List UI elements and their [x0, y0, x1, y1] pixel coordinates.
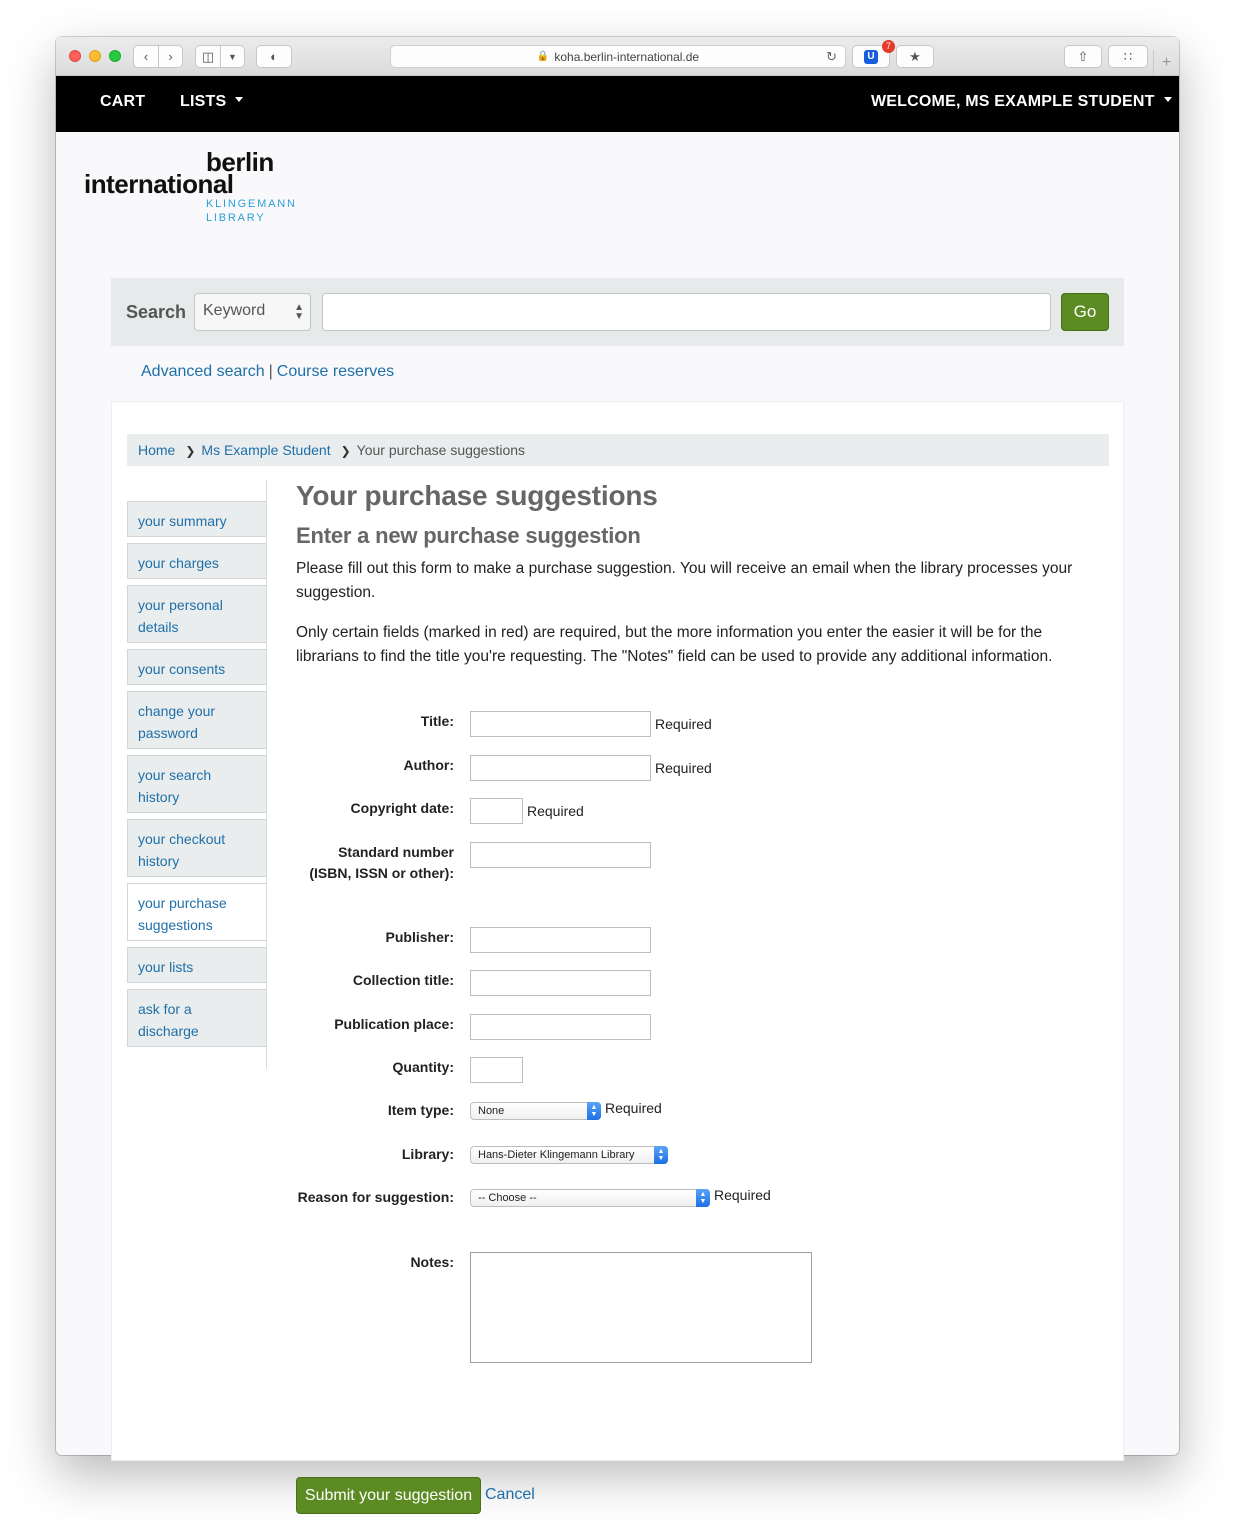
logo-line-1: berlin: [206, 147, 274, 177]
link-separator: |: [268, 363, 273, 380]
sidebar-item-purchase-suggestions[interactable]: your purchase suggestions: [127, 883, 266, 941]
chevron-right-icon: ❯: [340, 444, 351, 458]
collection-title-input[interactable]: [470, 970, 651, 996]
share-icon[interactable]: ⇧: [1064, 45, 1102, 68]
copyright-date-input[interactable]: [470, 798, 523, 824]
title-label: Title:: [420, 713, 454, 729]
breadcrumb-current: Your purchase suggestions: [356, 442, 526, 458]
sidebar-item-search-history[interactable]: your search history: [127, 755, 266, 813]
browser-window: [56, 37, 1179, 1504]
forward-arrow-icon[interactable]: ›: [158, 46, 182, 67]
item-type-value: None: [478, 1105, 505, 1117]
publication-place-input[interactable]: [470, 1014, 651, 1040]
library-select[interactable]: [470, 1146, 668, 1164]
quantity-input[interactable]: [470, 1057, 523, 1083]
quantity-label: Quantity:: [392, 1059, 454, 1075]
password-manager-extension-icon[interactable]: U 7: [852, 45, 890, 68]
page-title: Your purchase suggestions: [296, 480, 658, 511]
sidebar-item-checkout-history[interactable]: your checkout history: [127, 819, 266, 877]
course-reserves-link[interactable]: Course reserves: [276, 363, 395, 380]
cart-link[interactable]: CART: [100, 93, 146, 110]
cancel-link[interactable]: Cancel: [485, 1486, 535, 1503]
extension-badge: 7: [882, 40, 895, 53]
select-arrows-icon: ▲ ▼: [587, 1102, 601, 1120]
main-panel: [111, 401, 1124, 1504]
user-menu[interactable]: [871, 93, 1172, 111]
standard-number-label: Standard number (ISBN, ISSN or other):: [309, 844, 454, 881]
author-input[interactable]: [470, 755, 651, 781]
breadcrumb: [127, 434, 1109, 466]
sidebar-icon[interactable]: ◫: [201, 48, 215, 64]
submit-suggestion-button[interactable]: Submit your suggestion: [296, 1477, 481, 1514]
advanced-search-link[interactable]: Advanced search: [141, 363, 265, 380]
chevron-right-icon: ❯: [185, 444, 196, 458]
publisher-label: Publisher:: [385, 929, 454, 945]
standard-number-input[interactable]: [470, 842, 651, 868]
search-input[interactable]: [322, 293, 1051, 331]
search-label: Search: [126, 302, 187, 322]
intro-paragraph-1: Please fill out this form to make a purchase suggestion. You will receive an email when the library processes your suggestion.: [296, 560, 1073, 601]
item-type-select[interactable]: [470, 1102, 601, 1120]
privacy-shield-icon[interactable]: ◐: [256, 45, 292, 68]
new-tab-icon[interactable]: +: [1153, 50, 1179, 76]
address-bar-url: koha.berlin-international.de: [554, 49, 700, 64]
lists-label: LISTS: [180, 93, 227, 110]
sidebar-item-summary[interactable]: your summary: [127, 501, 266, 537]
search-bar: [111, 278, 1124, 346]
welcome-label: WELCOME, MS EXAMPLE STUDENT: [871, 93, 1155, 110]
history-nav-group: [133, 45, 183, 68]
lock-icon: 🔒: [536, 51, 550, 62]
collection-title-label: Collection title:: [352, 972, 454, 988]
select-arrows-icon: ▲ ▼: [696, 1189, 710, 1207]
reason-select[interactable]: [470, 1189, 710, 1207]
sidebar-item-change-password[interactable]: change your password: [127, 691, 266, 749]
library-logo[interactable]: [84, 147, 304, 227]
breadcrumb-user[interactable]: Ms Example Student: [201, 442, 331, 458]
library-label: Library:: [401, 1146, 454, 1162]
required-note: Required: [605, 1100, 662, 1116]
copyright-date-label: Copyright date:: [350, 800, 454, 816]
library-value: Hans-Dieter Klingemann Library: [478, 1149, 635, 1161]
select-arrows-icon: ▲ ▼: [294, 302, 304, 322]
caret-down-icon: [235, 97, 243, 102]
notes-textarea[interactable]: [470, 1252, 812, 1363]
zoom-window-button[interactable]: [109, 50, 121, 62]
sidebar-toggle-group: [195, 45, 245, 68]
browser-toolbar: [56, 37, 1179, 76]
title-input[interactable]: [470, 711, 651, 737]
sidebar-item-charges[interactable]: your charges: [127, 543, 266, 579]
sidebar-item-discharge[interactable]: ask for a discharge: [127, 989, 266, 1047]
item-type-label: Item type:: [387, 1102, 454, 1118]
bookmark-star-icon[interactable]: ★: [896, 45, 934, 68]
caret-down-icon: [1164, 97, 1172, 102]
search-type-select[interactable]: [194, 293, 311, 331]
more-searches: [141, 363, 394, 381]
reload-icon[interactable]: ↻: [826, 49, 837, 64]
required-note: Required: [655, 760, 712, 776]
back-arrow-icon[interactable]: ‹: [143, 49, 149, 64]
logo-subtitle: KLINGEMANN LIBRARY: [206, 198, 297, 224]
required-note: Required: [714, 1187, 771, 1203]
sidebar-item-consents[interactable]: your consents: [127, 649, 266, 685]
go-button[interactable]: Go: [1061, 293, 1109, 331]
publication-place-label: Publication place:: [334, 1016, 454, 1032]
close-window-button[interactable]: [69, 50, 81, 62]
notes-label: Notes:: [410, 1254, 454, 1270]
user-sidebar: [127, 480, 267, 1069]
required-note: Required: [655, 716, 712, 732]
logo-line-2: international: [84, 169, 234, 199]
reason-value: -- Choose --: [478, 1192, 537, 1204]
sidebar-item-personal-details[interactable]: your personal details: [127, 585, 266, 643]
reason-label: Reason for suggestion:: [297, 1189, 454, 1205]
intro-paragraph-2: Only certain fields (marked in red) are required, but the more information you enter the easier it will be for the librarians to find the title you're requesting. The "Notes" field can be used to provide any additional information.: [296, 624, 1053, 665]
required-note: Required: [527, 803, 584, 819]
breadcrumb-home[interactable]: Home: [138, 442, 176, 458]
chevron-down-icon[interactable]: ▼: [220, 46, 244, 67]
sidebar-item-lists[interactable]: your lists: [127, 947, 266, 983]
search-type-value: Keyword: [203, 302, 266, 319]
page-subtitle: Enter a new purchase suggestion: [296, 523, 641, 548]
lists-menu[interactable]: [180, 93, 243, 111]
author-label: Author:: [403, 757, 454, 773]
minimize-window-button[interactable]: [89, 50, 101, 62]
top-navbar: [56, 76, 1179, 132]
tab-overview-icon[interactable]: ∷: [1108, 45, 1148, 68]
address-bar[interactable]: [390, 45, 846, 68]
select-arrows-icon: ▲ ▼: [654, 1146, 668, 1164]
publisher-input[interactable]: [470, 927, 651, 953]
